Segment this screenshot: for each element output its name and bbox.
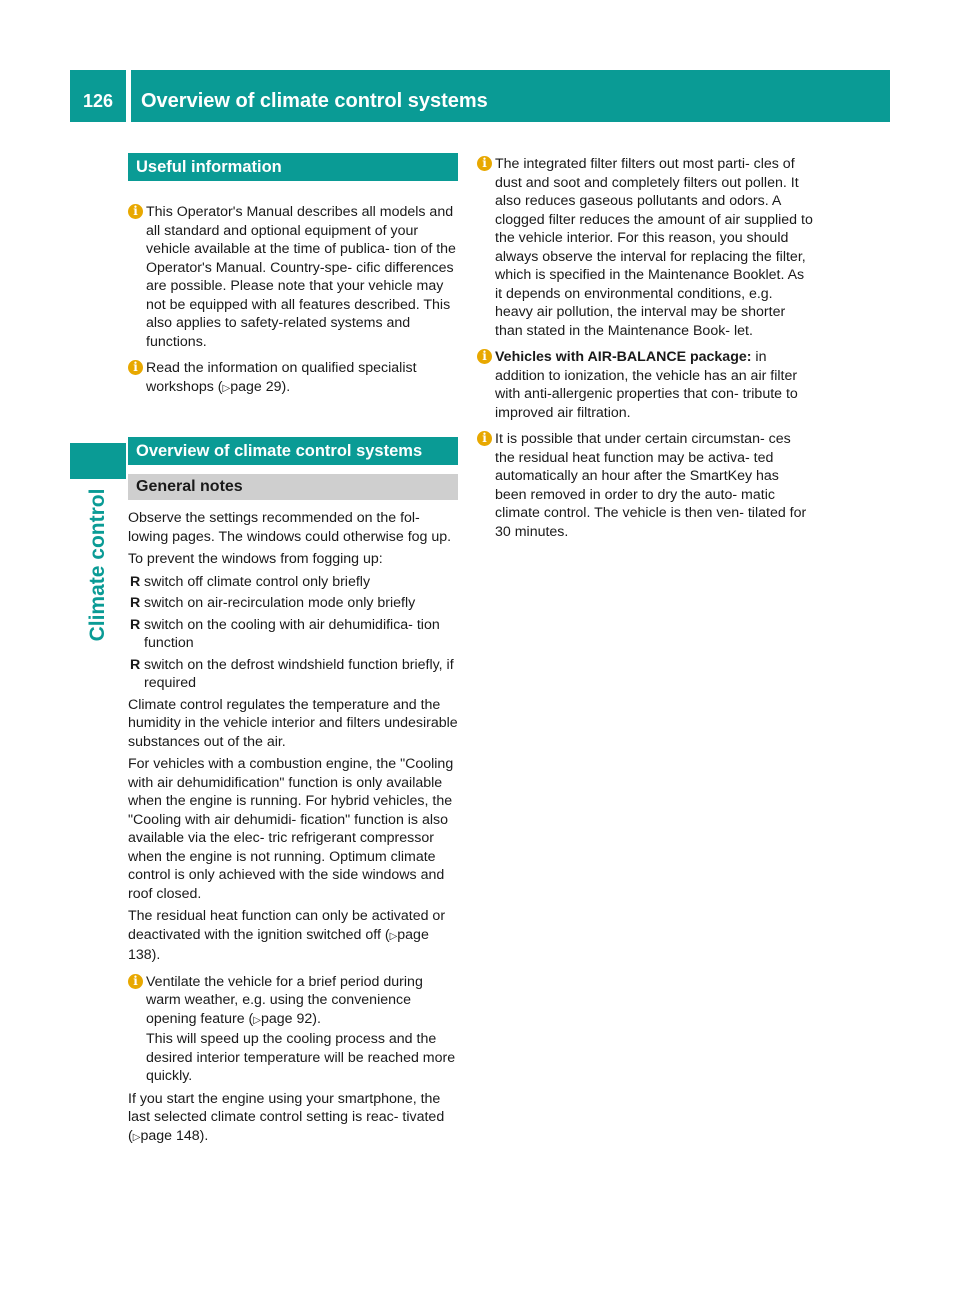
- page-reference-link[interactable]: page 148: [140, 1127, 200, 1144]
- info-icon: i: [477, 349, 492, 364]
- reference-arrow-icon: ▷: [222, 382, 231, 394]
- list-item: R switch on the defrost windshield function briefly, if required: [130, 656, 454, 691]
- page-reference-link[interactable]: page 29: [230, 378, 282, 395]
- side-tab: [70, 470, 126, 660]
- info-note: i This Operator's Manual describes all models and all standard and optional equipment of your vehicle available at the time of publica- tion of the Operator's Manual. Country-spe- cific differences are possible. Please note that your vehicle may not be equipped with all features described. This also applies to safety-related systems and functions.: [128, 203, 460, 351]
- info-icon: i: [477, 156, 492, 171]
- bullet-icon: R: [130, 656, 141, 673]
- info-icon: i: [128, 360, 143, 375]
- info-icon: i: [128, 974, 143, 989]
- bullet-icon: R: [130, 573, 141, 590]
- reference-arrow-icon: ▷: [389, 930, 398, 942]
- paragraph: For vehicles with a combustion engine, the "Cooling with air dehumidification" function is only available when the engine is running. For hybrid vehicles, the "Cooling with air dehumidi- fication" function is also available via the elec- tric refrigerant compressor when the engine is not running. Optimum climate control is only achieved with the side windows and roof closed.: [128, 756, 454, 902]
- useful-information-body: [128, 203, 460, 402]
- page-reference-link[interactable]: page 92: [260, 1010, 313, 1027]
- right-column-body: [477, 155, 813, 545]
- list-item: R switch off climate control only briefly: [130, 573, 371, 590]
- info-icon: i: [128, 204, 143, 219]
- bullet-icon: R: [130, 595, 141, 611]
- paragraph: Observe the settings recommended on the fol- lowing pages. The windows could otherwise fog up.: [128, 510, 452, 545]
- paragraph: The residual heat function can only be activated or deactivated with the ignition switched off (▷page 138).: [128, 908, 446, 963]
- info-note: i Read the information on qualified specialist workshops (▷page 29).: [128, 359, 460, 398]
- paragraph: If you start the engine using your smartphone, the last selected climate control setting is reac- tivated (▷page 148).: [128, 1090, 445, 1144]
- info-note: i Vehicles with AIR-BALANCE package: in addition to ionization, the vehicle has an air filter with anti-allergenic properties that con- tribute to improved air filtration.: [477, 348, 813, 422]
- subsection-heading-general-notes: General notes: [128, 474, 458, 500]
- section-heading-useful-information: Useful information: [128, 153, 458, 181]
- info-note: i The integrated filter filters out most parti- cles of dust and soot and completely filters out pollen. It also reduces gaseous pollutants and odors. A clogged filter reduces the amount of air supplied to the vehicle interior. For this reason, you should always observe the interval for replacing the filter, which is specified in the Maintenance Booklet. As it depends on environmental conditions, e.g. heavy air pollution, the interval may be shorter than stated in the Maintenance Book- let.: [477, 155, 813, 340]
- info-note: i It is possible that under certain circumstan- ces the residual heat function may be activa- ted automatically an hour after the SmartKey has been removed in order to dry the auto- matic climate control. The vehicle is then ven- tilated for 30 minutes.: [477, 430, 813, 541]
- page-reference-link[interactable]: page 138: [128, 926, 429, 963]
- bullet-icon: R: [130, 616, 141, 633]
- paragraph: To prevent the windows from fogging up:: [128, 551, 383, 567]
- general-notes-body: [128, 509, 460, 1151]
- info-note-continued: This will speed up the cooling process and the desired interior temperature will be reached more quickly.: [146, 1031, 456, 1084]
- page-title: Overview of climate control systems: [131, 70, 890, 122]
- paragraph: Climate control regulates the temperature and the humidity in the vehicle interior and filters undesirable substances out of the air.: [128, 696, 458, 750]
- reference-arrow-icon: ▷: [253, 1014, 261, 1026]
- side-tab-label: Climate control: [86, 488, 109, 642]
- reference-arrow-icon: ▷: [132, 1131, 141, 1143]
- info-icon: i: [477, 431, 492, 446]
- section-heading-overview: Overview of climate control systems: [128, 437, 458, 465]
- list-item: R switch on air-recirculation mode only briefly: [130, 595, 416, 611]
- list-item: R switch on the cooling with air dehumidifica- tion function: [130, 616, 440, 651]
- page-number: 126: [70, 70, 126, 122]
- page-header: [70, 70, 890, 122]
- info-note: i Ventilate the vehicle for a brief period during warm weather, e.g. using the convenience opening feature (▷page 92).: [128, 973, 460, 1031]
